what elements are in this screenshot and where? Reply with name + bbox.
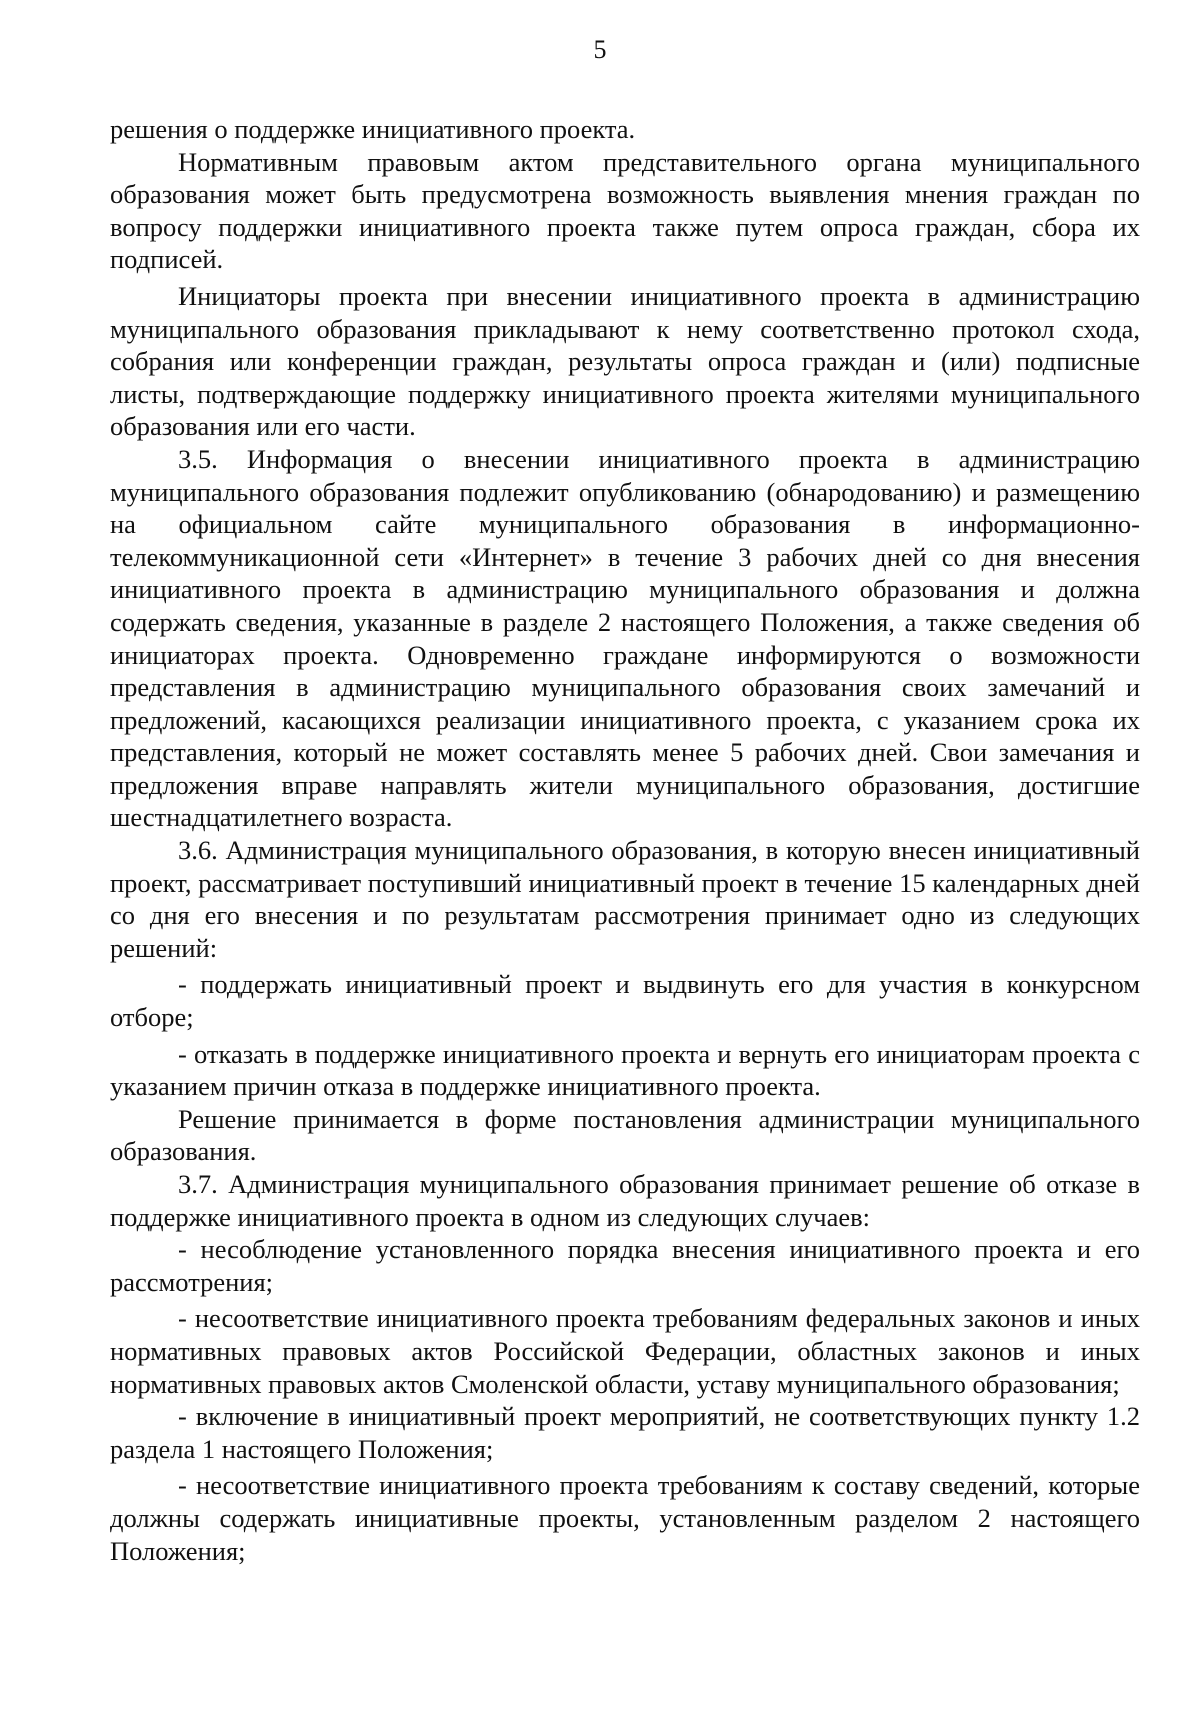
paragraph-normative-act: Нормативным правовым актом представительного органа муниципального образования может быть предусмотрена возможность выявления мнения граждан по вопросу поддержки инициативного проекта также путем опроса граждан, сбора их подписей.: [110, 146, 1140, 275]
page-number: 5: [593, 35, 607, 64]
paragraph-3-7: 3.7. Администрация муниципального образования принимает решение об отказе в поддержке инициативного проекта в одном из следующих случаев:: [110, 1169, 1140, 1232]
paragraph-3-6: 3.6. Администрация муниципального образования, в которую внесен инициативный проект, рассматривает поступивший инициативный проект в течение 15 календарных дней со дня его внесения и по результатам рассмотрения принимает одно из следующих решений:: [110, 835, 1140, 963]
list-item-information-requirements: - несоответствие инициативного проекта требованиям к составу сведений, которые должны содержать инициативные проекты, установленным разделом 2 настоящего Положения;: [110, 1470, 1140, 1566]
list-item-legal-requirements: - несоответствие инициативного проекта требованиям федеральных законов и иных нормативных правовых актов Российской Федерации, областных законов и иных нормативных правовых актов Смоленской области, уставу муниципального образования;: [110, 1303, 1140, 1399]
paragraph-initiators: Инициаторы проекта при внесении инициативного проекта в администрацию муниципального образования прикладывают к нему соответственно протокол схода, собрания или конференции граждан, результаты опроса граждан и (или) подписные листы, подтверждающие поддержку инициативного проекта жителями муниципального образования или его части.: [110, 280, 1140, 442]
paragraph-continuation: решения о поддержке инициативного проекта.: [110, 114, 636, 144]
document-body: [110, 113, 1140, 1567]
paragraph-3-5: 3.5. Информация о внесении инициативного проекта в администрацию муниципального образования подлежит опубликованию (обнародованию) и размещению на официальном сайте муниципального образования в информационно-телекоммуникационной сети «Интернет» в течение 3 рабочих дней со дня внесения инициативного проекта в администрацию муниципального образования и должна содержать сведения, указанные в разделе 2 настоящего Положения, а также сведения об инициаторах проекта. Одновременно граждане информируются о возможности представления в администрацию муниципального образования своих замечаний и предложений, касающихся реализации инициативного проекта, с указанием срока их представления, который не может составлять менее 5 рабочих дней. Свои замечания и предложения вправе направлять жители муниципального образования, достигшие шестнадцатилетнего возраста.: [110, 443, 1140, 833]
list-item-activities: - включение в инициативный проект мероприятий, не соответствующих пункту 1.2 раздела 1 настоящего Положения;: [110, 1401, 1140, 1464]
paragraph-decision: Решение принимается в форме постановления администрации муниципального образования.: [110, 1103, 1140, 1167]
list-item-support: - поддержать инициативный проект и выдвинуть его для участия в конкурсном отборе;: [110, 969, 1140, 1033]
list-item-procedure: - несоблюдение установленного порядка внесения инициативного проекта и его рассмотрения;: [110, 1234, 1140, 1297]
list-item-refuse: - отказать в поддержке инициативного проекта и вернуть его инициаторам проекта с указанием причин отказа в поддержке инициативного проекта.: [110, 1038, 1140, 1102]
